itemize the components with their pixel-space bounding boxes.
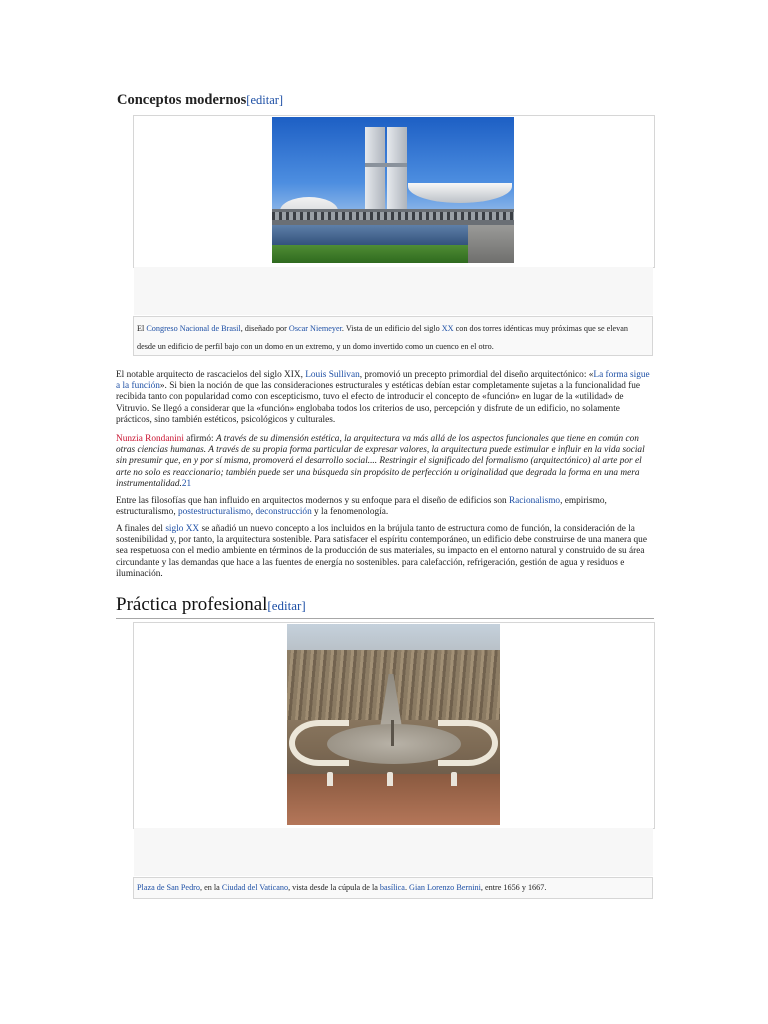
tower-left-shape [365,127,385,215]
link-louis-sullivan[interactable]: Louis Sullivan [305,370,360,380]
caption-text: , diseñado por [240,324,289,333]
link-nunzia-rondanini[interactable]: Nunzia Rondanini [116,434,184,444]
reference-link[interactable]: 21 [181,478,192,489]
statue-shape [327,772,333,786]
paragraph-text: , [250,507,256,518]
statue-shape [451,772,457,786]
link-postestructuralismo[interactable]: postestructuralismo [177,507,251,518]
caption-link-ciudad-vaticano[interactable]: Ciudad del Vaticano [221,883,289,892]
paragraph-filosofias [116,496,654,518]
statue-shape [387,772,393,786]
caption-text: con dos torres idénticas muy próximas que se elevan desde un edificio de perfil bajo con un domo en un extremo, y un domo invertido como un cuenco en el otro. [137,324,628,351]
basilica-roof-shape [287,774,500,825]
paragraph-sullivan [116,370,654,426]
caption-text: . [404,883,410,892]
caption-text: , en la [199,883,222,892]
paragraph-text: El notable arquitecto de rascacielos del siglo XIX, [116,370,306,380]
paragraph-text: A finales del [116,524,166,534]
paragraph-sostenibilidad [116,524,654,580]
sky-shape [287,624,500,650]
figure-spacer [134,828,653,876]
caption-link-bernini[interactable]: Gian Lorenzo Bernini [409,883,481,892]
paragraph-text: Entre las filosofías que han influido en arquitectos modernos y su enfoque para el diseño de edificios son [116,496,509,506]
congreso-nacional-image[interactable] [272,117,514,263]
paragraph-text: ». Si bien la noción de que las consideraciones estructurales y estéticas debían estar completamente sujetas a la funcionalidad fue recibida tanto con popularidad como con escepticismo, tuvo el efecto de introducir el concepto de «función» en lugar de la «utilidad» de Vitruvio. Se llegó a considerar que la «función» englobaba todos los criterios de uso, percepción y disfrute de un edificio, no solamente prácticos, sino también estéticos, psicológicos y culturales. [116,381,641,425]
walkway-shape [468,225,514,263]
edit-section-link[interactable]: [editar] [246,93,284,107]
link-racionalismo[interactable]: Racionalismo [508,496,561,506]
caption-text: . Vista de un edificio del siglo [341,324,442,333]
caption-text: El [137,324,147,333]
paragraph-text: afirmó: [183,434,216,444]
paragraph-rondanini [116,434,654,490]
figure-caption-congreso [133,316,653,356]
colonnade-right-shape [438,720,498,766]
edit-section-link[interactable]: [editar] [267,598,306,613]
section-heading-practica-profesional [116,594,654,619]
section-heading-text: Práctica profesional [116,594,268,615]
caption-link-siglo-xx[interactable]: XX [441,324,454,333]
tower-right-shape [387,127,407,215]
link-siglo-xx[interactable]: siglo XX [165,524,200,534]
link-forma-sigue-funcion[interactable]: La forma sigue a la función [116,370,650,392]
inverted-dome-shape [408,183,512,203]
tower-bridge-shape [365,163,407,167]
figure-caption-plaza [133,877,653,899]
figure-spacer [134,267,653,315]
plaza-san-pedro-image[interactable] [287,624,500,825]
section-heading-conceptos-modernos [117,92,283,109]
section-heading-text: Conceptos modernos [117,92,247,108]
colonnade-left-shape [289,720,349,766]
paragraph-text: se añadió un nuevo concepto a los incluidos en la brújula tanto de estructura como de función, la consideración de la sostenibilidad y, por tanto, la arquitectura sostenible. Para satisfacer el espíritu contemporáneo, un edificio debe construirse de una manera que sea respetuosa con el medio ambiente en términos de la producción de sus materiales, su impacto en el entorno natural y construido de su área circundante y las demandas que hace a las fuentes de energía no sostenibles. para calefacción, refrigeración, gestión de agua y residuos e iluminación. [116,524,647,579]
link-deconstruccion[interactable]: deconstrucción [255,507,312,518]
obelisk-shape [391,720,394,746]
paragraph-text: y la fenomenología. [311,507,389,518]
quote-text: A través de su dimensión estética, la arquitectura va más allá de los aspectos funcionales que tiene en común con otras ciencias humanas. A través de su propia forma particular de expresar valores, la arquitectura puede estimular e influir en la vida social sin presumir que, en y por sí misma, promoverá el desarrollo social.... Restringir el significado del formalismo (arquitectónico) al arte por el arte no solo es reaccionario; también puede ser una búsqueda sin propósito de perfección u originalidad que degrada la forma en una mera instrumentalidad. [116,434,645,489]
caption-link-plaza-san-pedro[interactable]: Plaza de San Pedro [137,883,200,892]
paragraph-text: , empirismo, estructuralismo, [116,496,607,518]
caption-link-congreso[interactable]: Congreso Nacional de Brasil [146,324,241,333]
caption-link-basilica[interactable]: basílica [379,883,405,892]
paragraph-text: , promovió un precepto primordial del diseño arquitectónico: « [359,370,594,380]
caption-text: , entre 1656 y 1667. [480,883,547,892]
caption-text: , vista desde la cúpula de la [288,883,380,892]
caption-link-niemeyer[interactable]: Oscar Niemeyer [288,324,342,333]
building-facade-shape [272,212,514,220]
